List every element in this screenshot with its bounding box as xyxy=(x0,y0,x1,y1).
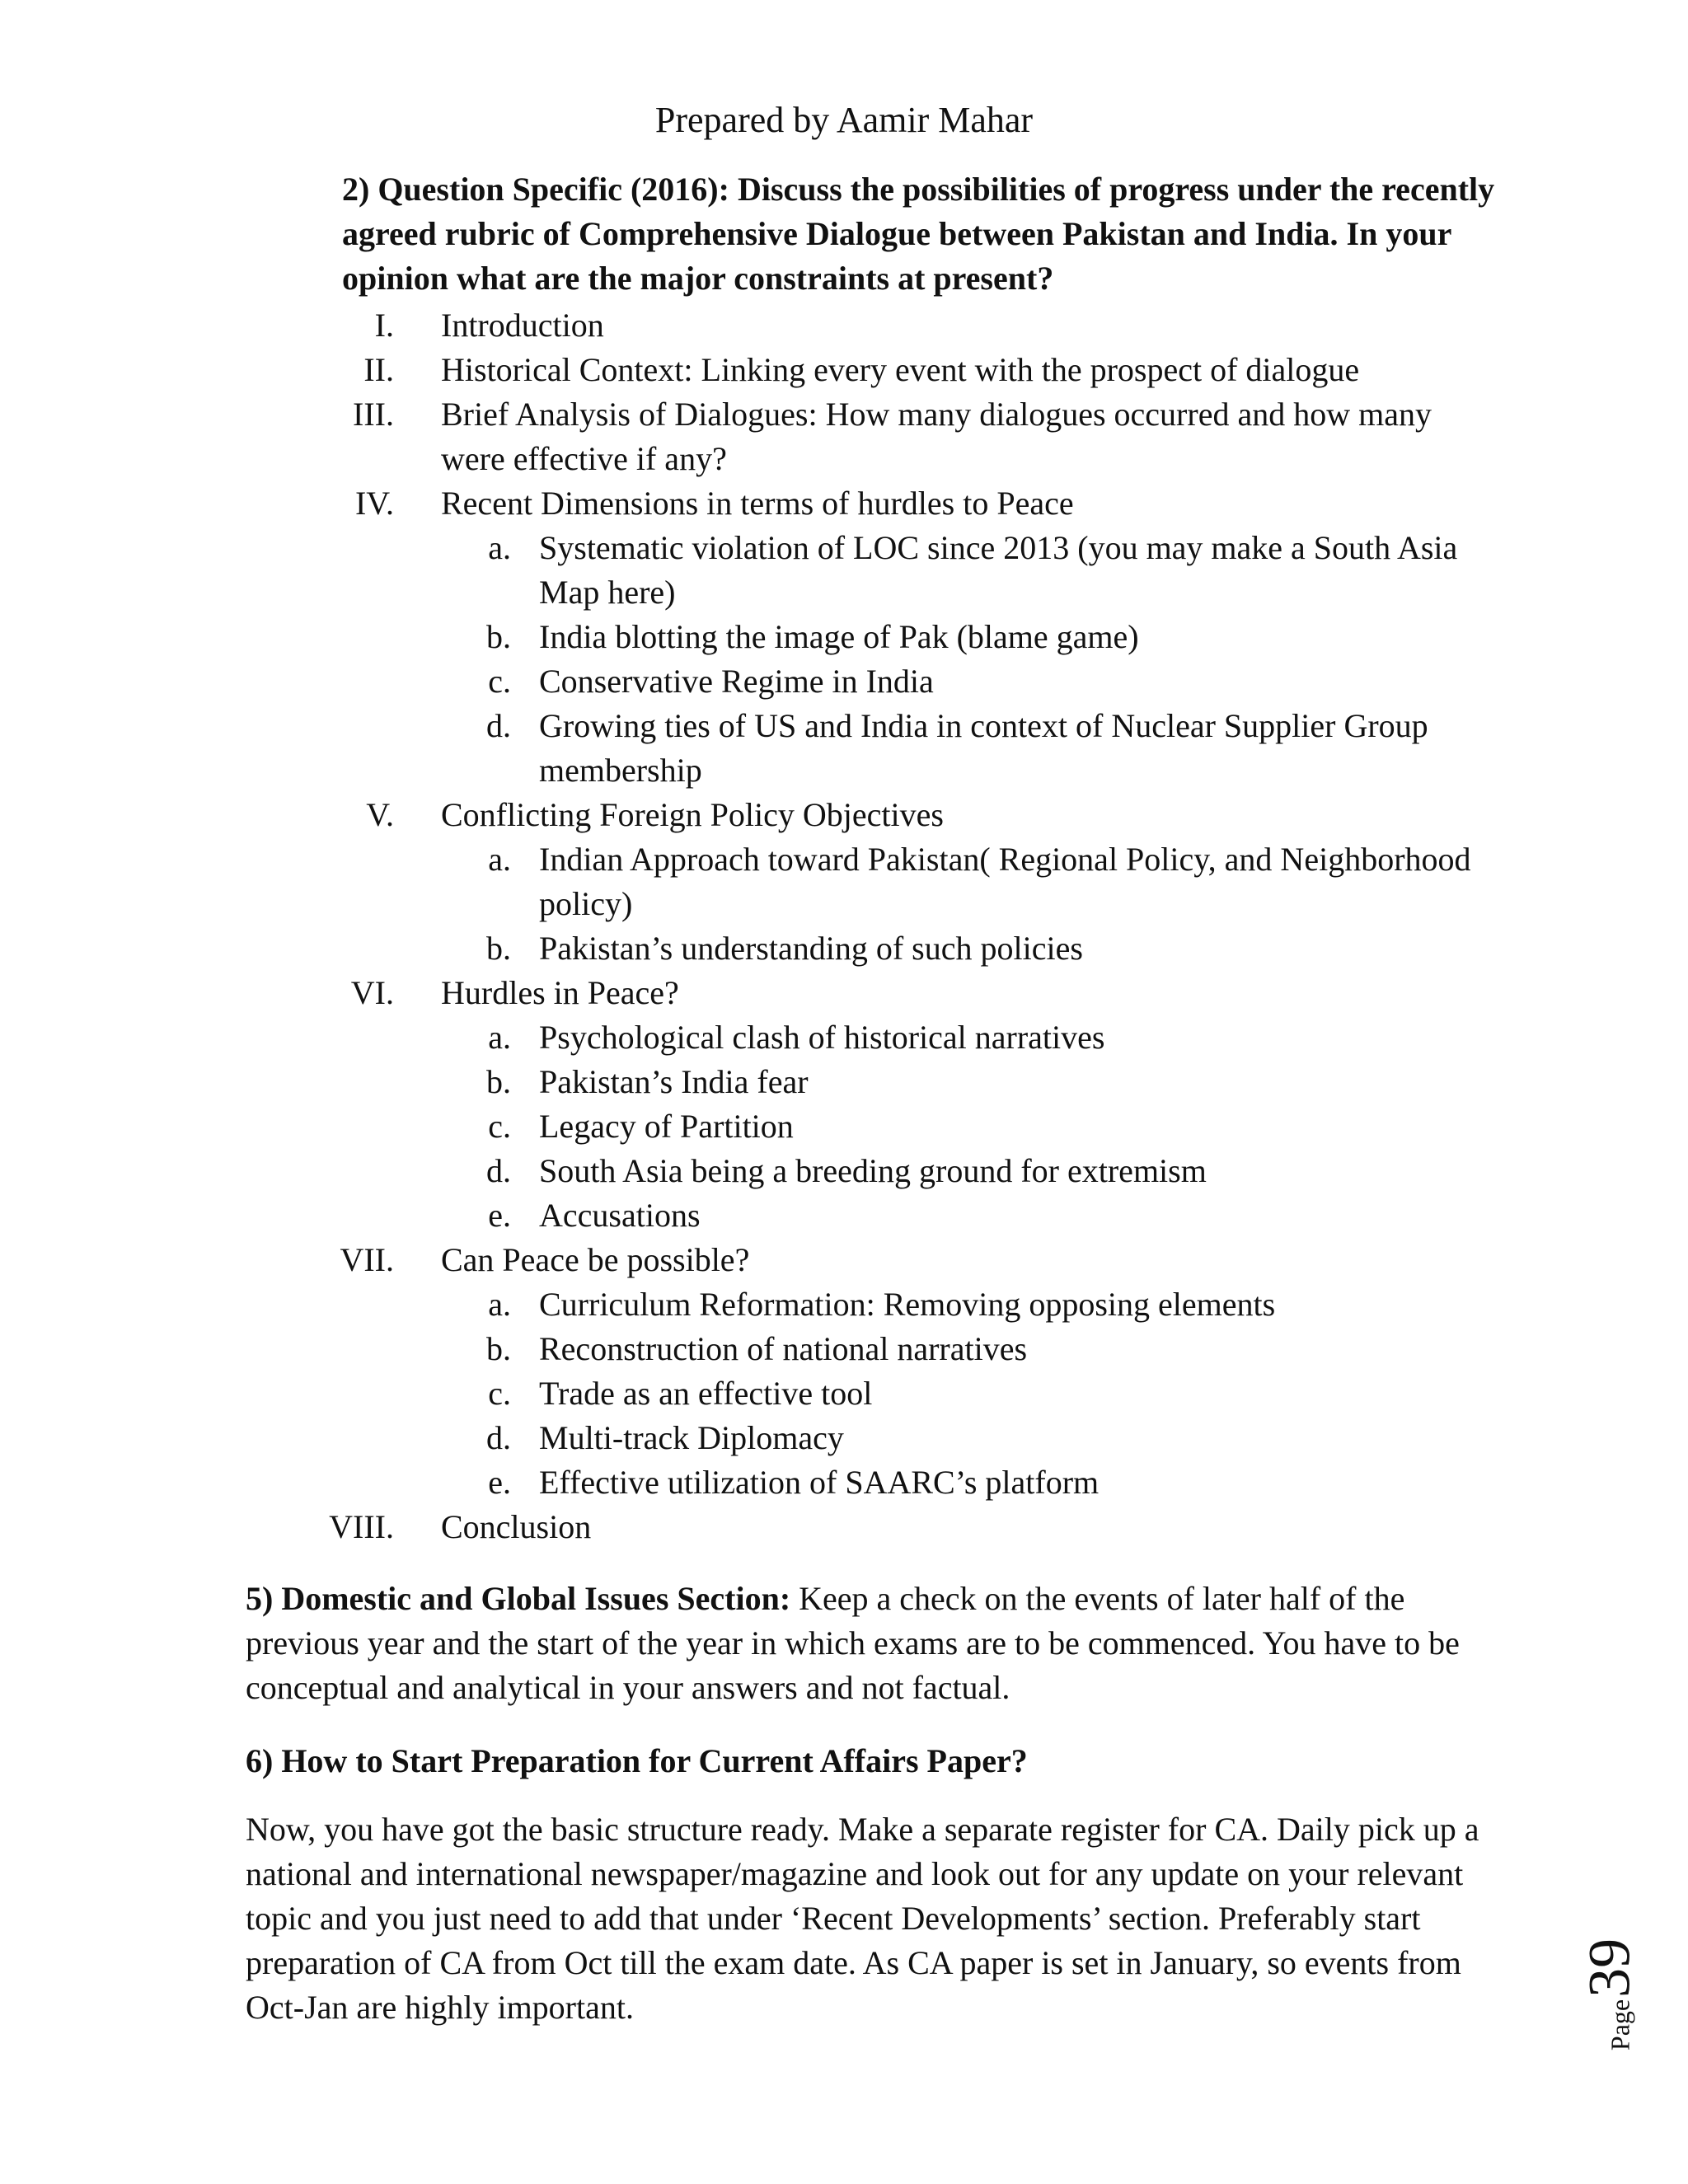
outline-subitem-letter: a. xyxy=(488,529,511,566)
outline-subitem-letter: e. xyxy=(488,1197,511,1234)
author-line: Prepared by Aamir Mahar xyxy=(654,100,1034,140)
outline-subitem-text: Pakistan’s India fear xyxy=(539,1063,809,1100)
outline-subitem xyxy=(0,1282,1688,1327)
outline-subitem-text: South Asia being a breeding ground for extremism xyxy=(539,1152,1207,1189)
outline-subitem-text: Multi-track Diplomacy xyxy=(539,1419,844,1456)
outline-subitem-letter: d. xyxy=(486,1419,511,1456)
outline-subitem-letter: d. xyxy=(486,707,511,744)
section-body-preparation: Now, you have got the basic structure ready. Make a separate register for CA. Daily pick up a national and international newspaper/magazine and look out for any update on your relevant topic and you just need to add that under ‘Recent Developments’ section. Preferably start preparation of CA from Oct till the exam date. As CA paper is set in January, so events from Oct-Jan are highly important. xyxy=(246,1811,1479,2026)
outline-item-number: VIII. xyxy=(329,1508,394,1545)
outline-item-number: III. xyxy=(353,396,394,433)
outline-item-number: VI. xyxy=(350,974,394,1011)
outline-item xyxy=(0,793,1688,837)
outline-subitem-text: Systematic violation of LOC since 2013 (you may make a South Asia Map here) xyxy=(539,529,1458,611)
outline-list xyxy=(0,303,1688,1549)
outline-subitem-text: Growing ties of US and India in context of Nuclear Supplier Group membership xyxy=(539,707,1428,789)
outline-item-text: Conclusion xyxy=(441,1508,592,1545)
document-header xyxy=(0,97,1688,143)
outline-item-text: Brief Analysis of Dialogues: How many dialogues occurred and how many were effective if any? xyxy=(441,396,1432,477)
outline-subitem xyxy=(0,1327,1688,1371)
outline-item-text: Introduction xyxy=(441,307,604,344)
outline-subitem-letter: e. xyxy=(488,1464,511,1501)
outline-item-text: Hurdles in Peace? xyxy=(441,974,679,1011)
outline-subitem-letter: a. xyxy=(488,1019,511,1056)
outline-subitem-text: Pakistan’s understanding of such policies xyxy=(539,930,1083,967)
outline-subitem-letter: b. xyxy=(486,618,511,655)
outline-subitem-text: Accusations xyxy=(539,1197,701,1234)
page-number-digits: 39 xyxy=(1576,1938,1643,1998)
outline-subitem-text: Indian Approach toward Pakistan( Regional Policy, and Neighborhood policy) xyxy=(539,841,1471,922)
outline-item xyxy=(0,1238,1688,1282)
outline-subitem xyxy=(0,1416,1688,1460)
outline-subitem-text: Effective utilization of SAARC’s platform xyxy=(539,1464,1100,1501)
outline-subitem-text: India blotting the image of Pak (blame game) xyxy=(539,618,1139,655)
outline-subitem xyxy=(0,1460,1688,1505)
outline-subitem-letter: b. xyxy=(486,930,511,967)
section-body: Keep a check on the events of later half of the previous year and the start of the year in which exams are to be commenced. You have to be conceptual and analytical in your answers and not factual. xyxy=(246,1580,1460,1706)
outline-subitem xyxy=(0,1015,1688,1060)
outline-subitem-letter: a. xyxy=(488,1286,511,1323)
outline-subitem-letter: b. xyxy=(486,1063,511,1100)
outline-item-text: Historical Context: Linking every event with the prospect of dialogue xyxy=(441,351,1360,388)
outline-item-text: Conflicting Foreign Policy Objectives xyxy=(441,796,944,833)
outline-item-number: V. xyxy=(366,796,394,833)
outline-subitem-text: Psychological clash of historical narratives xyxy=(539,1019,1105,1056)
page-label: Page xyxy=(1605,1999,1635,2051)
outline-subitem xyxy=(0,837,1688,926)
question-heading: 2) Question Specific (2016): Discuss the possibilities of progress under the recently agreed rubric of Comprehensive Dialogue between Pakistan and India. In your opinion what are the major constraints at present? xyxy=(342,171,1495,297)
outline-item xyxy=(0,1505,1688,1549)
outline-subitem xyxy=(0,1193,1688,1238)
section-domestic-global xyxy=(246,1577,1498,1710)
outline-subitem xyxy=(0,926,1688,971)
outline-subitem-letter: a. xyxy=(488,841,511,878)
outline-item-number: II. xyxy=(363,351,394,388)
page-number xyxy=(1564,1920,1655,2069)
outline-item-number: VII. xyxy=(340,1241,394,1278)
outline-subitem-text: Legacy of Partition xyxy=(539,1108,794,1145)
outline-item xyxy=(0,303,1688,348)
outline-subitem-text: Conservative Regime in India xyxy=(539,663,934,700)
outline-subitem-text: Reconstruction of national narratives xyxy=(539,1330,1028,1367)
section-heading-preparation: 6) How to Start Preparation for Current Affairs Paper? xyxy=(246,1742,1028,1779)
outline-item xyxy=(0,481,1688,526)
outline-subitem xyxy=(0,659,1688,704)
outline-subitem-letter: c. xyxy=(488,663,511,700)
outline-subitem-letter: b. xyxy=(486,1330,511,1367)
outline-subitem xyxy=(0,1149,1688,1193)
outline-item xyxy=(0,392,1688,481)
outline-subitem-text: Curriculum Reformation: Removing opposing elements xyxy=(539,1286,1276,1323)
outline-subitem xyxy=(0,1060,1688,1104)
outline-item xyxy=(0,971,1688,1015)
outline-item-text: Can Peace be possible? xyxy=(441,1241,750,1278)
outline-subitem xyxy=(0,1371,1688,1416)
section-heading: 5) Domestic and Global Issues Section: xyxy=(246,1580,791,1617)
outline-subitem xyxy=(0,526,1688,615)
outline-subitem xyxy=(0,1104,1688,1149)
outline-subitem xyxy=(0,615,1688,659)
outline-subitem-letter: c. xyxy=(488,1375,511,1412)
outline-item-text: Recent Dimensions in terms of hurdles to Peace xyxy=(441,485,1074,522)
outline-item-number: IV. xyxy=(354,485,394,522)
outline-subitem-letter: d. xyxy=(486,1152,511,1189)
outline-subitem-text: Trade as an effective tool xyxy=(539,1375,873,1412)
outline-item xyxy=(0,348,1688,392)
outline-subitem xyxy=(0,704,1688,793)
outline-item-number: I. xyxy=(374,307,394,344)
outline-subitem-letter: c. xyxy=(488,1108,511,1145)
